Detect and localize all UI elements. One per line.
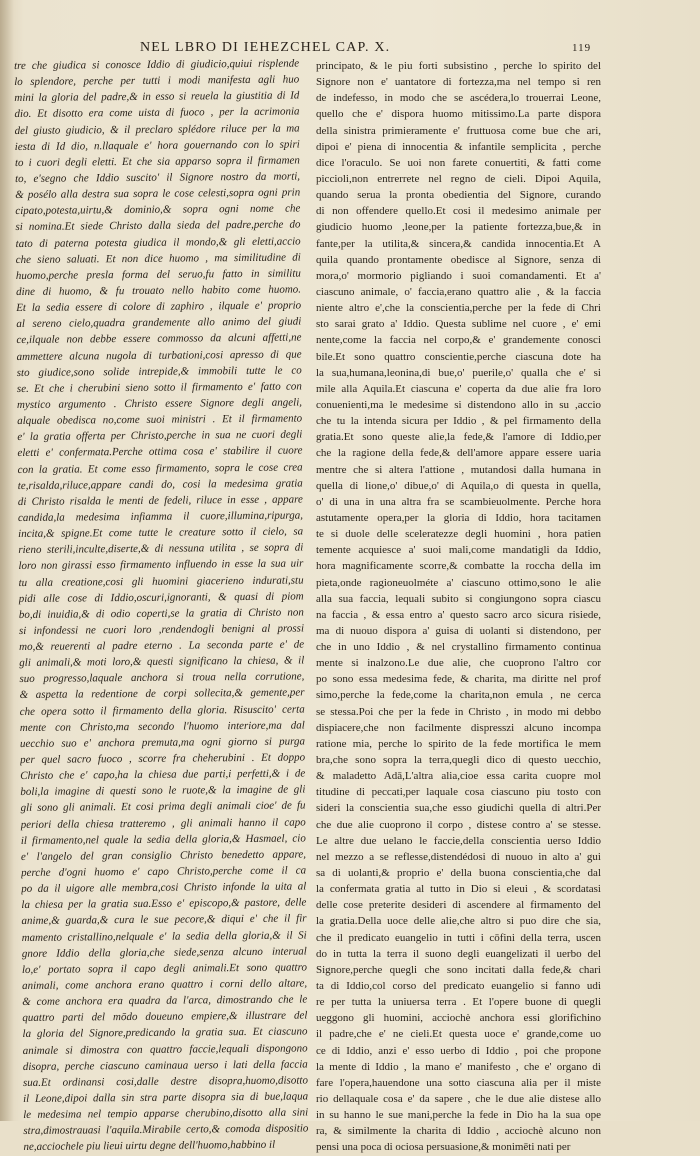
text-line: po sono essa medesima fede, & charita, ma diritte nel prof (316, 673, 601, 686)
text-line: fare l'opera,hauendone una sotto ciascuna alia per il miste (316, 1076, 601, 1089)
text-line: ce,ilquale non debbe essere commosso da alcuni affetti,ne (16, 331, 302, 347)
text-line: per quel sacro fuoco , scorre fra cheherubini . Et doppo (20, 751, 306, 767)
page-number: 119 (572, 42, 592, 54)
text-line: candida,la medesima infiamma il cuore,illumina,ripurga, (17, 509, 304, 524)
text-line: il firmamento,nel quale la sedia della gloria,& Hasmael, cio (20, 832, 306, 847)
text-line: delle cose preterite desideri di ascendere al firmamento del (316, 899, 601, 912)
text-line: mile alla Aquila.Et ciascuna e' coperta da due alie fra loro (316, 382, 601, 395)
text-line: na faccia , & essa entro a' questo sacro arco sicura risiede, (316, 608, 601, 621)
text-line: che il predicato euangelio in tutti i cōfini della terra, uscen (316, 931, 601, 944)
text-line: pensi una poca di ociosa persuasione,& monimēti nati per (316, 1141, 571, 1154)
text-line: ammettere alcuna nugola di turbationi,cosi apresso di que (16, 348, 302, 363)
text-line: Signore non e' uantatore di fortezza,ma nel tempo si ren (316, 76, 601, 89)
text-line: lo splendore, perche per tutti i modi manifesta agli huo (14, 73, 300, 89)
text-line: ta di Iddio,col corso del predicato euangelio si fanno udi (316, 980, 601, 993)
text-line: ce di Iddio, anzi e' esso uerbo di Iddio , poi che propone (316, 1044, 601, 1057)
text-line: mora,o' mormorio pigliando i suoi comandamenti. Et a' (316, 269, 601, 282)
text-line: tato di paterna potesta giudica il mondo,& gli eletti,accio (15, 235, 301, 250)
text-line: mamento cristallino,nelquale e' la sedia della gloria,& il Si (21, 929, 307, 944)
text-line: principato, & le piu forti subsistino , perche lo spirito del (316, 60, 601, 72)
text-line: e' la gratia offerta per Christo,perche in sua ne cuori degli (17, 428, 303, 444)
text-line: loro non girassi esso firmamento influendo in esse la sua uir (18, 557, 304, 573)
text-line: to i cuori degli eletti. Et che sia apparso sopra il firmamen (14, 154, 300, 169)
text-line: e' l'angelo del gran consiglio Christo benedetto appare, (20, 848, 307, 863)
text-line: mystico argumento . Christo essere Signore degli angeli, (16, 396, 303, 411)
text-line: mini la gloria del padre,& in esso si reuela la giustitia di Id (14, 89, 300, 105)
text-line: dice l'oraculo. Se uoi non farete conuertiti, & fatti come (316, 156, 601, 169)
text-line: al sereno cielo,quadra grandemente allo animo del giudi (16, 315, 302, 331)
text-line: sto giudice,sono solide intrepide,& immobili tutte le co (16, 364, 302, 379)
text-line: quello che e' dispora huomo mitissimo.La parte dispora (316, 108, 601, 121)
text-line: la mente di Iddio , la mano e' manifesto , che e' organo di (316, 1060, 601, 1073)
text-line: sto sarai grato a' Iddio. Questa sublime nel cuore , e' emi (316, 318, 601, 331)
text-line: ratione mia, perche lo spirito de la fede mortifica le mem (316, 737, 601, 750)
text-line: alquale obedisca no,come suoi ministri . Et il firmamento (17, 412, 303, 428)
text-line: gli animali,& moti loro,& questi significano la chiesa, & il (19, 654, 305, 670)
text-line: le medesima nel tempio apparse cherubino,disotto alla sini (23, 1106, 309, 1122)
text-line: & aspetta la redentione de corpi sollecita,& gemente,per (19, 686, 305, 702)
text-line: rio dellaquale cosa e' da sapere , che le due alie distese allo (316, 1093, 601, 1105)
text-line: ma di nuouo dispora a' guisa di uolanti si distendono, per (316, 624, 601, 637)
text-line: piccioli,non entrerrete nel regno de cieli. Dipoi Aquila, (316, 172, 601, 185)
text-line: o' di una in una altra fra se scambieuolmente. Perche hora (316, 495, 601, 508)
text-line: simo,perche la fede,come la charita,non emula , ne cerca (316, 689, 601, 702)
text-line: Le altre due uelano le faccie,della conscientia uerso Iddio (316, 834, 601, 847)
text-line: tu alla creatione,cosi gli huomini giacerieno indurati,stu (18, 573, 304, 589)
text-line: perche d'ogni huomo e' capo Christo,perche come il ca (21, 864, 307, 879)
text-line: conuenienti,ma le medesime si distendono allo in su ,accio (316, 398, 601, 411)
text-line: huomo,perche presla forma del seruo,fu fatto in similitu (15, 267, 301, 282)
text-line: che la ragione della fede,& dell'amore appare essere uaria (316, 447, 601, 460)
text-line: po da il uigore alle membra,cosi Christo infonde la uita al (21, 880, 307, 896)
text-line: Et la sedia essere di colore di zaphiro , ilquale e' proprio (16, 299, 302, 315)
text-line: della sinistra primieramente e' fruttuosa come bue che ari, (316, 124, 601, 137)
text-line: niente altro e',che la conscientia,perche per la fede di Chri (316, 302, 601, 315)
text-line: in su hanno le sue mani,perche la fede in Dio ha la sua ope (316, 1109, 601, 1122)
text-line: boli,la imagine di questi sono le ruote,& la imagine de gli (20, 783, 306, 799)
text-line: bra,che sono sopra la terra,quegli dico di questo uecchio, (316, 754, 601, 767)
text-line: giudicio huomo ,leone,per la patiente fortezza,bue,& in (316, 221, 601, 234)
text-line: fante,per la utilita,& sincera,& candida innocentia.Et A (316, 237, 601, 250)
text-line: Christo che e' capo,ha la chiesa due parti,i perfetti,& i de (20, 767, 306, 783)
left-text-column (14, 56, 309, 1156)
text-line: dipoi e' piena di innocentia & infantile semplicita , perche (316, 140, 601, 153)
running-head: NEL LBRO DI IEHEZCHEL CAP. X. (140, 40, 391, 55)
text-line: bo,di inuidia,& di odio coperti,se la gratia di Christo non (18, 606, 304, 621)
text-line: la chiesa per la gratia sua.Esso e' episcopo,& pastore, delle (21, 896, 307, 912)
text-line: quattro parti del mōdo doueuno empiere,& illustrare del (22, 1009, 308, 1025)
text-line: ne,acciochele piu lieui uirtu degne dell'huomo,habbino il (23, 1139, 276, 1154)
text-line: animale si dimostra con quattro faccie,lequali dispongono (22, 1042, 308, 1057)
text-line: mente con Christo,ma secondo l'huomo interiore,ma dal (19, 719, 305, 734)
text-line: bile.Et sono quattro conscientie,perche ciascuna dote ha (316, 350, 601, 363)
text-line: iesta di Id dio, n.llaquale e' hora gouernando con lo spiri (14, 138, 300, 153)
text-line: la gloria del Signore,predicando la gratia sua. Et ciascuno (22, 1025, 308, 1041)
text-line: di non offendere quello.Et cosi il medesimo animale per (316, 205, 601, 218)
text-line: che sieno saluati. Et non dice huomo , ma similitudine di (15, 251, 301, 266)
text-line: si nomina.Et siede Christo dalla sieda del padre,perche do (15, 218, 301, 234)
text-line: lo,e' portato sopra il capo degli animali.Et sono quattro (21, 961, 307, 976)
text-line: re per tutta la uniuersa terra . Et l'opere buone di quegli (316, 996, 601, 1009)
text-line: titudine di peccati,per laquale cosa ciascuno piu tosto con (316, 786, 601, 799)
text-line: rieno sterili,inculte,diserte,& di nessuna utilita , se sopra di (18, 541, 304, 557)
text-line: ra, & similmente la charita di Iddio , acciochè alcuno non (316, 1125, 601, 1138)
text-line: la sua,humana,leonina,di bue,o' puerile,o' qualla che e' si (316, 366, 601, 379)
text-line: il Leone,dipoi dalla sin stra parte disopra sia di bue,laqua (23, 1090, 309, 1105)
text-line: quella di lione,o' dibue,o' di Aquila,o di questa in quella, (316, 479, 601, 492)
text-line: animali, come anchora erano quattro i corni dello altare, (22, 977, 308, 992)
text-line: nel mezzo a se reflesse,distendédosi di nuouo in alto a' gui (316, 850, 601, 863)
text-line: mente si inalzono.Le due alie, che cuoprono l'altro cor (316, 657, 601, 670)
text-line: stra,dimostrauasi l'aquila.Mirabile certo,& comoda dispositio (23, 1122, 309, 1138)
right-text-column (316, 58, 601, 1156)
text-line: sa di uolanti,& proprio e' della buona conscientia,che dal (316, 867, 601, 880)
text-line: che tu la intenda sicura per Iddio , & pel firmamento della (316, 415, 601, 428)
text-line: eletti e' confermata.Perche ottima cosa e' stabilire il cuore (17, 444, 303, 460)
text-line: la confermata gratia al tutto in Dio si eleui , & scordatasi (316, 883, 601, 896)
text-line: mo,& reuerenti al padre eterno . La seconda parte e' de (19, 638, 305, 654)
text-line: uecchio suo e' anchora premuta,ma ogni giorno si purga (19, 735, 306, 750)
text-line: se. Et che i cherubini sieno sotto il firmamento e' fatto con (16, 380, 302, 395)
text-line: hora magnificamente scorre,& combatte la roccha della im (316, 560, 601, 573)
text-line: te si duole delle sceleratezze degli huomini , hora patien (316, 528, 601, 541)
text-line: incita,& spigne.Et come tutte le creature sotto il cielo, sa (18, 525, 304, 541)
text-line: nente,come la faccia nel corpo,& e' grandemente conosci (316, 334, 601, 347)
text-line: con la gratia. Et come esso firmamento, sopra le cose crea (17, 461, 303, 476)
text-line: de indefesso, in modo che se ascédera,lo trouerrai Leone, (316, 92, 601, 105)
text-line: dine di huomo, & fu trouato nello habito come huomo. (15, 283, 302, 298)
text-line: gnore Iddio della gloria,che siede,senza alcuno interual (21, 945, 307, 960)
text-line: alla sua faccia, lequali subito si congiungono sopra ciascu (316, 592, 601, 605)
text-line: to, e'segno che Iddio suscito' il Signore nostro da morti, (15, 170, 301, 185)
text-line: che in uno Iddio , & nel crystallino firmamento continua (316, 641, 601, 654)
text-line: gli sono gli animali. Et cosi prima degli animali cioe' de fu (20, 799, 306, 815)
text-line: di Christo risalda le menti de fedeli, riluce in esse , appare (17, 493, 303, 508)
text-line: do in tutta la terra il suono degli euangelizati il uerbo del (316, 947, 601, 960)
text-line: la gratia.Della uoce delle alie,che altro si puo dire che sia, (316, 915, 601, 928)
text-line: Signore,perche quegli che sono incitati dalla fede,& chari (316, 963, 601, 976)
text-line: pidi alle cose di Iddio,oscuri,ignoranti, & quasi di piom (18, 590, 304, 605)
text-line: sua.Et ordinansi cosi,dalle destre disopra,huomo,disotto (22, 1074, 308, 1089)
text-line: che opera sotto il firmamento della gloria. Risuscito' certa (19, 703, 305, 718)
text-line: del giusto giudicio, & il preclaro splédore riluce per la ma (14, 122, 300, 137)
text-line: dispiacere,che non facilmente dispresszi alcuno incompa (316, 721, 601, 734)
text-line: dio. Et disotto era come uista di fuoco , per la acrimonia (14, 105, 300, 121)
text-line: mentre che si altera l'attione , mutandosi dalla humana in (316, 463, 601, 476)
text-line: & maladetto Adā,L'altra alia,cioe essa carita cuopre mol (316, 770, 601, 783)
text-line: il padre,che e' ne cieli.Et questa uoce e' grande,come uo (316, 1028, 601, 1041)
text-line: & come anchora era quadra da l'arca, dimostrando che le (22, 993, 308, 1009)
text-line: quila quando prontamente obedisce al Signore, senza di (316, 253, 601, 266)
text-line: ueggono gli huomini, acciochè anchora essi glorifichino (316, 1012, 601, 1025)
text-line: suo progresso,laquale anchora si troua nella corrutione, (19, 670, 305, 686)
text-line: sideri la conscientia sua,che esso giudichi quella di altri.Per (316, 802, 601, 815)
text-line: & posélo alla destra sua sopra le cose celesti,sopra ogni prin (15, 186, 301, 202)
text-line: anime,& guarda,& cura le sue pecore,& diqui e' che il fir (21, 912, 307, 928)
text-line: pieta,onde ragioneuolméte a' ciascuno ottimo,sono le alie (316, 576, 601, 589)
text-line: tre che giudica si conosce Iddio di giudicio,quiui risplende (14, 57, 300, 72)
text-line: se stessa.Poi che per la fede in Christo , in modo mi debbo (316, 705, 601, 718)
text-line: quando serua la pronta obedientia del Signore, curando (316, 189, 601, 202)
text-line: ciascuno animale, o' faccia,erano quattro alie , & la faccia (316, 285, 601, 298)
text-line: disopra, perche ciascuno caminaua uerso i lati della faccia (22, 1058, 308, 1073)
text-line: che due alie cuoprono il corpo , distese contro a' se stesse. (316, 818, 601, 831)
text-line: cipato,potesta,uirtu,& dominio,& sopra ogni nome che (15, 202, 301, 218)
text-line: gratia.Et sono queste alie,la fede,& l'amore di Iddio,per (316, 431, 601, 444)
gutter-shadow (0, 0, 14, 1121)
text-line: periori della chiesa tratteremo , gli animali hanno il capo (20, 816, 306, 831)
text-line: temente acquiesce a' suoi mali,come mandatigli da Iddio, (316, 544, 601, 557)
text-line: te,risalda,riluce,appare candi do, cosi la medesima gratia (17, 477, 303, 492)
text-line: astutamente opera,per la gloria di Iddio, hora tacitamen (316, 511, 601, 524)
text-line: si infondessi ne cuori loro ,rendendogli benigni al prossi (18, 622, 305, 637)
